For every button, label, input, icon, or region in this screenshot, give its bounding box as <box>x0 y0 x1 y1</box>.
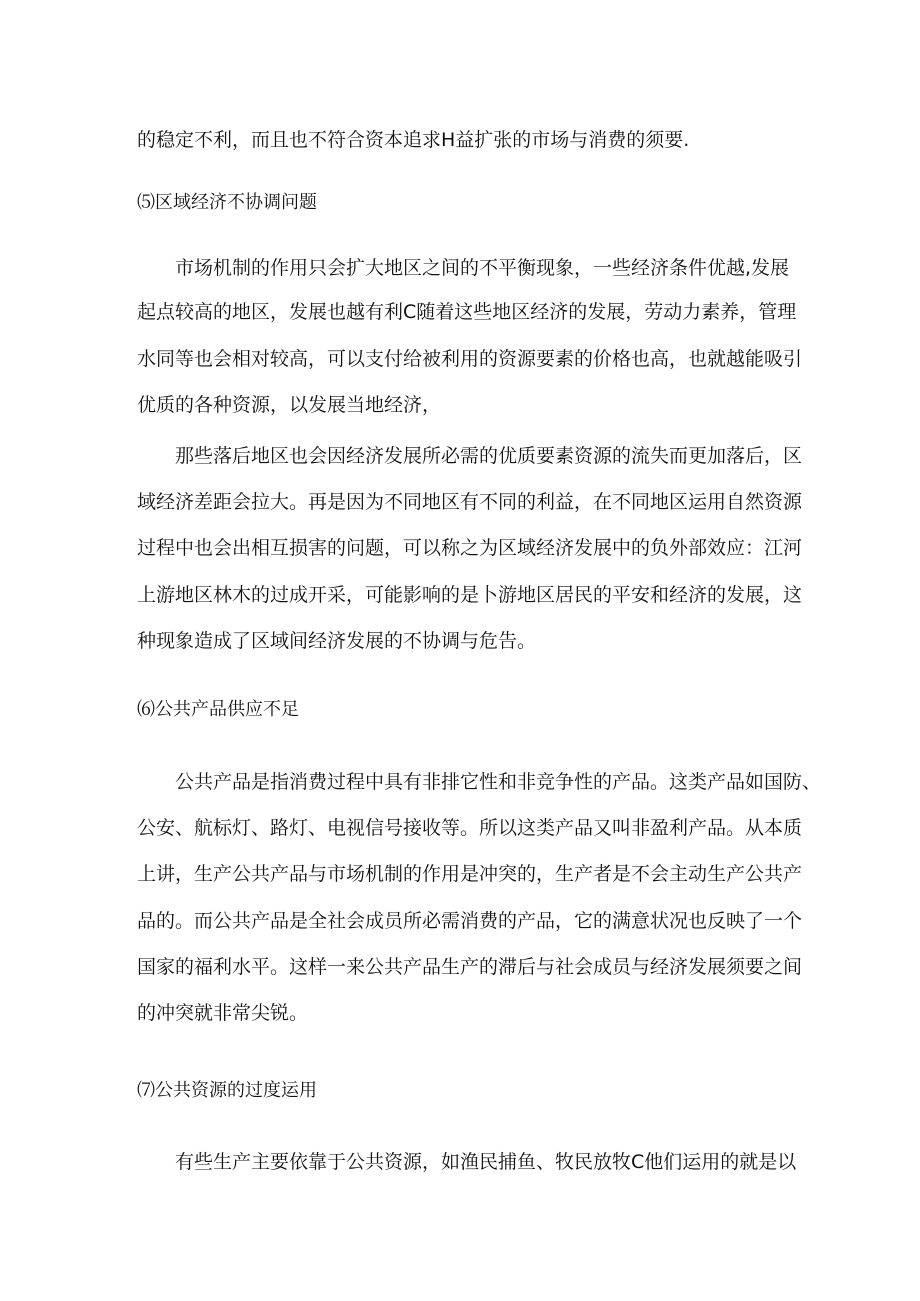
section-heading-6: ⑹公共产品供应不足 <box>137 699 299 720</box>
paragraph-line: 公共产品是指消费过程中具有非排它性和非竞争性的产品。这类产品如国防、 <box>175 771 822 793</box>
paragraph-line: 水同等也会相对较高，可以支付给被利用的资源要素的价格也高，也就越能吸引 <box>137 348 803 370</box>
paragraph-line: 那些落后地区也会因经济发展所必需的优质要素资源的流失而更加落后，区 <box>175 445 803 467</box>
paragraph-line: 过程中也会出相互损害的问题，可以称之为区域经济发展中的负外部效应：江河 <box>137 537 803 559</box>
paragraph-line: 公安、航标灯、路灯、电视信号接收等。所以这类产品又叫非盈利产品。从本质 <box>137 817 803 839</box>
paragraph-line: 种现象造成了区域间经济发展的不协调与危告。 <box>137 630 537 652</box>
paragraph-line: 域经济差距会拉大。再是因为不同地区有不同的利益，在不同地区运用自然资源 <box>137 491 803 513</box>
paragraph-line: 市场机制的作用只会扩大地区之间的不平衡现象，一些经济条件优越,发展 <box>175 257 790 279</box>
paragraph-line: 起点较高的地区，发展也越有利C随着这些地区经济的发展，劳动力素养，管理 <box>137 301 797 323</box>
section-heading-5: ⑸区域经济不协调问题 <box>137 192 317 213</box>
paragraph-line: 的冲突就非常尖锐。 <box>137 1002 309 1024</box>
paragraph-line: 上讲，生产公共产品与市场机制的作用是冲突的，生产者是不会主动生产公共产 <box>137 863 803 885</box>
paragraph-line: 国家的福利水平。这样一来公共产品生产的滞后与社会成员与经济发展须要之间 <box>137 956 803 978</box>
paragraph-line: 品的。而公共产品是全社会成员所必需消费的产品，它的满意状况也反映了一个 <box>137 910 803 932</box>
section-heading-7: ⑺公共资源的过度运用 <box>137 1080 317 1101</box>
paragraph-line: 上游地区林木的过成开采，可能影响的是卜游地区居民的平安和经济的发展，这 <box>137 584 803 606</box>
paragraph-line: 优质的各种资源，以发展当地经济， <box>137 394 442 416</box>
paragraph-line: 的稳定不利，而且也不符合资本追求H益扩张的市场与消费的须要. <box>137 129 690 151</box>
paragraph-line: 有些生产主要依靠于公共资源，如渔民捕鱼、牧民放牧C他们运用的就是以 <box>175 1151 797 1173</box>
